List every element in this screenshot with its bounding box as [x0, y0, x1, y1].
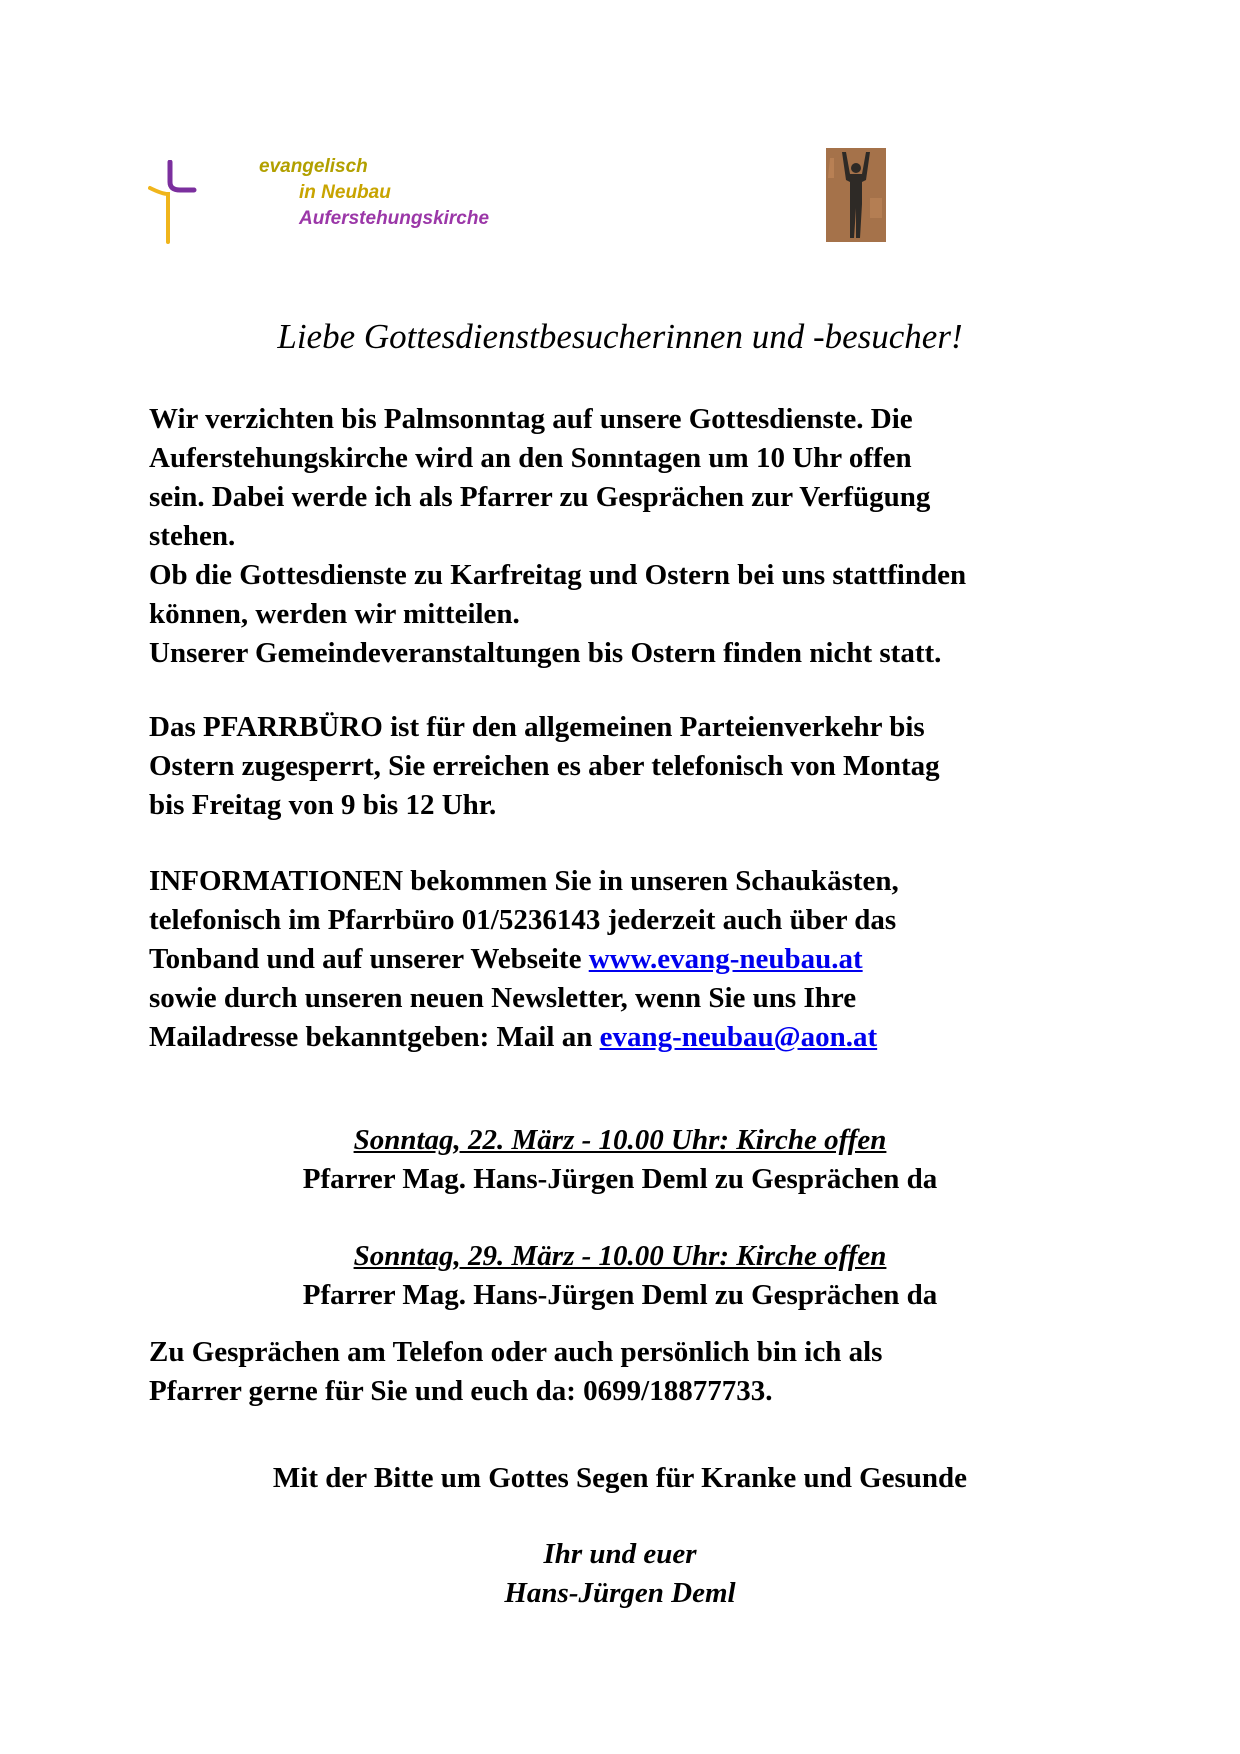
signature-line1: Ihr und euer: [543, 1538, 697, 1570]
text-line: [149, 940, 1149, 979]
text-line: können, werden wir mitteilen.: [149, 598, 520, 630]
text-line: bis Freitag von 9 bis 12 Uhr.: [149, 789, 497, 821]
text-line: sowie durch unseren neuen Newsletter, wenn Sie uns Ihre: [149, 982, 857, 1014]
text-line: Zu Gesprächen am Telefon oder auch persönlich bin ich als: [149, 1336, 883, 1368]
text-line: INFORMATIONEN bekommen Sie in unseren Schaukästen,: [149, 865, 899, 897]
text-line: [149, 1018, 1149, 1057]
event-title: Sonntag, 29. März - 10.00 Uhr: Kirche offen: [353, 1240, 887, 1272]
event-block: [0, 1121, 1240, 1199]
logo-text-auferstehungskirche: Auferstehungskirche: [299, 208, 490, 229]
signature: [0, 1535, 1240, 1613]
text-line: Ostern zugesperrt, Sie erreichen es aber telefonisch von Montag: [149, 750, 940, 782]
text-line: stehen.: [149, 520, 236, 552]
event-detail: Pfarrer Mag. Hans-Jürgen Deml zu Gesprächen da: [302, 1163, 938, 1195]
text-line: Unserer Gemeindeveranstaltungen bis Ostern finden nicht statt.: [149, 637, 942, 669]
text-line: sein. Dabei werde ich als Pfarrer zu Gesprächen zur Verfügung: [149, 481, 931, 513]
paragraph-office: [149, 708, 1149, 825]
event-block: [0, 1237, 1240, 1315]
website-link[interactable]: www.evang-neubau.at: [588, 943, 863, 975]
sculpture-photo: [826, 148, 886, 242]
logo-text-evangelisch: evangelisch: [259, 156, 368, 177]
logo-text-in-neubau: in Neubau: [299, 182, 391, 203]
text-line: telefonisch im Pfarrbüro 01/5236143 jederzeit auch über das: [149, 904, 897, 936]
text-line: Ob die Gottesdienste zu Karfreitag und Ostern bei uns stattfinden: [149, 559, 967, 591]
blessing-line: Mit der Bitte um Gottes Segen für Kranke und Gesunde: [272, 1462, 968, 1494]
event-title: Sonntag, 22. März - 10.00 Uhr: Kirche offen: [353, 1124, 887, 1156]
paragraph-information: [149, 862, 1149, 1057]
event-detail: Pfarrer Mag. Hans-Jürgen Deml zu Gesprächen da: [302, 1279, 938, 1311]
text-line: Wir verzichten bis Palmsonntag auf unsere Gottesdienste. Die: [149, 403, 913, 435]
email-link[interactable]: evang-neubau@aon.at: [599, 1021, 878, 1053]
text-line: Pfarrer gerne für Sie und euch da: 0699/18877733.: [149, 1375, 773, 1407]
paragraph-services: [149, 400, 1149, 673]
text-segment: Tonband und auf unserer Webseite: [149, 943, 589, 975]
paragraph-contact: [149, 1333, 1149, 1411]
signature-name: Hans-Jürgen Deml: [504, 1577, 736, 1609]
text-line: Auferstehungskirche wird an den Sonntagen um 10 Uhr offen: [149, 442, 912, 474]
church-logo-cross-icon: [148, 160, 198, 244]
page-heading: Liebe Gottesdienstbesucherinnen und -besucher!: [277, 317, 963, 356]
text-segment: Mailadresse bekanntgeben: Mail an: [149, 1021, 600, 1053]
text-line: Das PFARRBÜRO ist für den allgemeinen Parteienverkehr bis: [149, 711, 925, 743]
